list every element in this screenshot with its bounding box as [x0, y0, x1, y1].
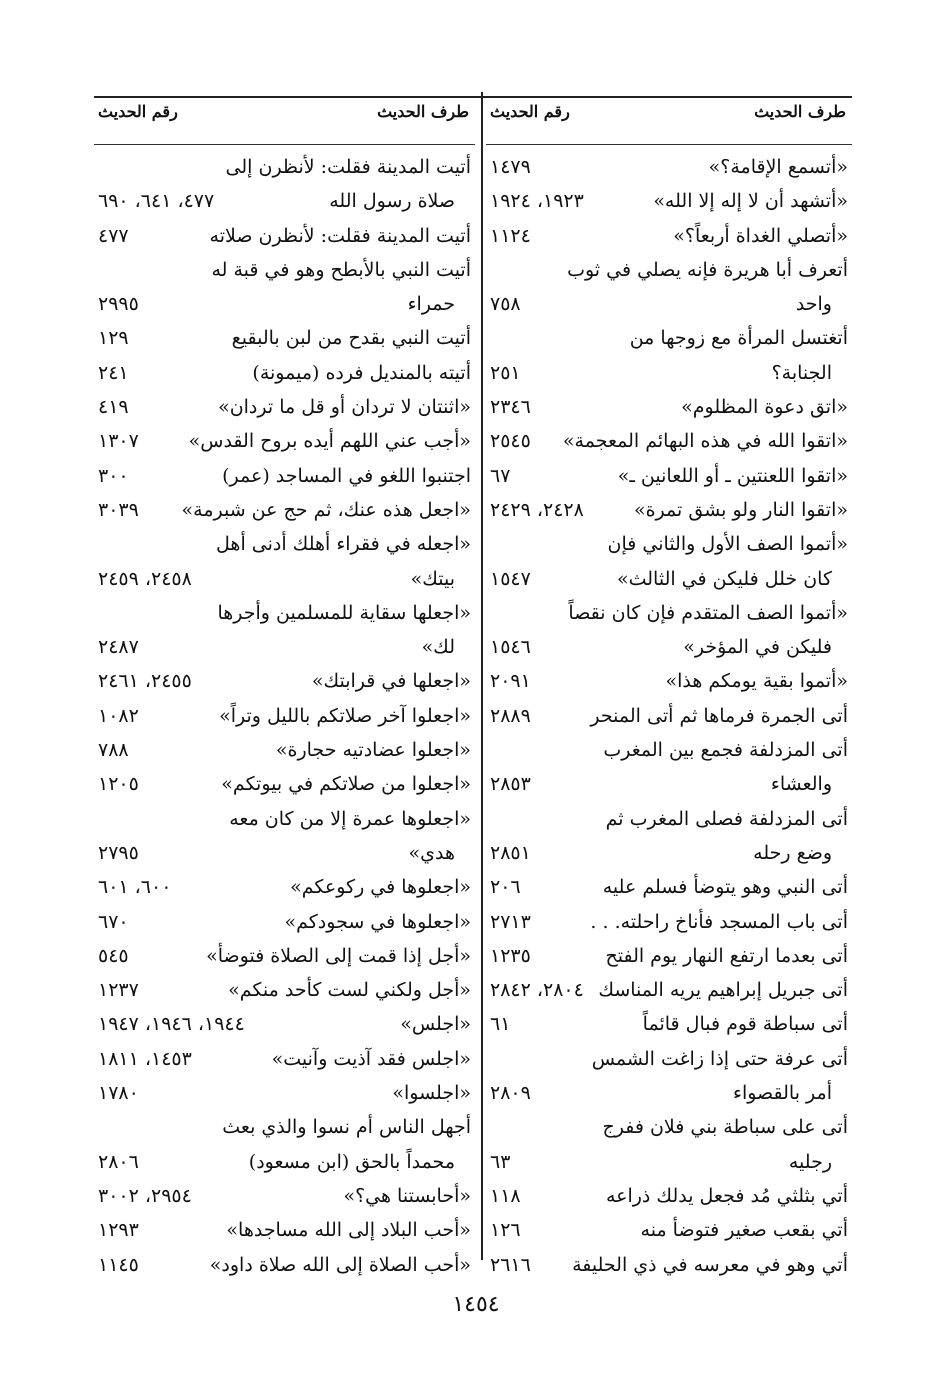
entry-number: ٢٣٤٦ [490, 396, 531, 419]
index-entry [94, 459, 475, 493]
entry-text: أتيت المدينة فقلت: لأنظرن إلى [225, 156, 471, 178]
entry-number: ٢٩٥٤، ٣٠٠٢ [98, 1184, 192, 1207]
entry-number: ٧٨٨ [98, 739, 129, 762]
entry-text: واحد [795, 293, 832, 316]
entry-text: «اجلس فقد آذيت وآنيت» [271, 1047, 471, 1070]
index-entry [486, 562, 852, 596]
entry-number: ٤١٩ [98, 396, 129, 419]
index-entry [94, 390, 475, 424]
entry-number: ١٢٩ [98, 327, 129, 350]
entry-number: ١٩٢٣، ١٩٢٤ [490, 190, 584, 213]
index-entry [486, 253, 852, 287]
index-entry [486, 1179, 852, 1213]
index-entry [94, 630, 475, 664]
entry-text: فليكن في المؤخر» [683, 636, 832, 659]
index-entry [486, 390, 852, 424]
index-entry [486, 1213, 852, 1247]
entry-number: ١٤٧٩ [490, 156, 531, 178]
index-entry [94, 1145, 475, 1179]
entry-number: ١١٢٤ [490, 224, 531, 247]
index-entry [486, 459, 852, 493]
entry-number: ٧٥٨ [490, 293, 521, 316]
entry-text: «أتسمع الإقامة؟» [708, 156, 848, 178]
entry-number: ١٩٤٤، ١٩٤٦، ١٩٤٧ [98, 1013, 245, 1036]
index-entry [486, 150, 852, 184]
index-entry [94, 905, 475, 939]
entry-text: «أجل ولكني لست كأحد منكم» [228, 979, 471, 1002]
entry-number: ٢٦١٦ [490, 1253, 531, 1276]
entry-text: أتى جبريل إبراهيم يريه المناسك [598, 979, 848, 1002]
entry-number: ١٠٨٢ [98, 704, 139, 727]
entry-number: ٢٧١٣ [490, 910, 531, 933]
index-entry [486, 973, 852, 1007]
entry-text: «اجعل هذه عنك، ثم حج عن شبرمة» [181, 498, 471, 521]
index-entry [94, 184, 475, 218]
entry-text: الجنابة؟ [771, 361, 832, 384]
index-entry [486, 527, 852, 561]
entry-text: أجهل الناس أم نسوا والذي بعث [222, 1116, 471, 1139]
entry-text: «اتق دعوة المظلوم» [681, 396, 848, 419]
index-entry [486, 287, 852, 321]
entry-text: أتي بثلثي مُد فجعل يدلك ذراعه [605, 1184, 848, 1207]
entry-text: أتى عرفة حتى إذا زاغت الشمس [591, 1047, 848, 1070]
entry-text: كان خلل فليكن في الثالث» [616, 567, 832, 590]
entry-text: «أتموا الصف الأول والثاني فإن [607, 533, 848, 556]
entry-text: «اجعلوا من صلاتكم في بيوتكم» [221, 773, 471, 796]
entry-text: والعشاء [770, 773, 832, 796]
entry-number: ٦٧ [490, 464, 511, 487]
entry-number: ١٥٤٦ [490, 636, 531, 659]
entry-text: «أجل إذا قمت إلى الصلاة فتوضأ» [206, 944, 471, 967]
entry-text: أتى باب المسجد فأناخ راحلته. . . [590, 910, 848, 933]
index-entry [486, 630, 852, 664]
index-entry [94, 219, 475, 253]
right-column-rows [486, 145, 852, 1282]
left-column-header [94, 100, 475, 145]
entry-text: أتى المزدلفة فصلى المغرب ثم [605, 807, 848, 830]
entry-number: ٢٨٠٩ [490, 1082, 531, 1105]
entry-number: ٢٥١ [490, 361, 521, 384]
entry-text: أتي بقعب صغير فتوضأ منه [640, 1219, 848, 1242]
index-entry [94, 664, 475, 698]
entry-number: ١٢٣٥ [490, 944, 531, 967]
right-column [486, 100, 852, 1282]
entry-text: «أحب البلاد إلى الله مساجدها» [226, 1219, 471, 1242]
entry-text: وضع رحله [753, 841, 832, 864]
entry-number: ٢٠٦ [490, 876, 521, 899]
entry-text: أتى بعدما ارتفع النهار يوم الفتح [605, 944, 848, 967]
index-entry [94, 1179, 475, 1213]
entry-text: أتى على سباطة بني فلان ففرج [602, 1116, 848, 1139]
entry-text: أتي وهو في معرسه في ذي الحليفة [572, 1253, 848, 1276]
index-entry [94, 1007, 475, 1041]
right-column-header [486, 100, 852, 145]
entry-number: ٢٤٨٧ [98, 636, 139, 659]
entry-text: محمداً بالحق (ابن مسعود) [248, 1150, 455, 1173]
entry-text: أتيت النبي بالأبطح وهو في قبة له [211, 258, 471, 281]
index-entry [94, 596, 475, 630]
index-entry [94, 836, 475, 870]
index-entry [94, 699, 475, 733]
index-entry [486, 836, 852, 870]
entry-number: ٤٧٧، ٦٤١، ٦٩٠ [98, 190, 215, 213]
entry-text: «اجلس» [400, 1013, 471, 1036]
entry-number: ٢٠٩١ [490, 670, 531, 693]
entry-text: أتعرف أبا هريرة فإنه يصلي في ثوب [567, 258, 848, 281]
entry-text: أتغتسل المرأة مع زوجها من [629, 327, 848, 350]
index-entry [94, 150, 475, 184]
index-entry [94, 493, 475, 527]
index-entry [486, 767, 852, 801]
index-entry [486, 1110, 852, 1144]
entry-text: أتى الجمرة فرماها ثم أتى المنحر [590, 704, 848, 727]
entry-number: ١١٤٥ [98, 1253, 139, 1276]
entry-number: ٢٧٩٥ [98, 841, 139, 864]
index-entry [94, 870, 475, 904]
index-entry [94, 321, 475, 355]
entry-text: أتى المزدلفة فجمع بين المغرب [603, 739, 848, 762]
entry-number: ١٢٣٧ [98, 979, 139, 1002]
entry-text: «أجب عني اللهم أيده بروح القدس» [188, 430, 471, 453]
entry-number: ٦٣ [490, 1150, 511, 1173]
entry-text: أتيت المدينة فقلت: لأنظرن صلاته [209, 224, 471, 247]
entry-text: اجتنبوا اللغو في المساجد (عمر) [222, 464, 471, 487]
entry-number: ٢٨٠٦ [98, 1150, 139, 1173]
index-entry [94, 733, 475, 767]
index-entry [94, 767, 475, 801]
index-entry [486, 219, 852, 253]
index-entry [486, 905, 852, 939]
index-entry [486, 1042, 852, 1076]
index-entry [486, 802, 852, 836]
index-entry [94, 939, 475, 973]
entry-text: «أحب الصلاة إلى الله صلاة داود» [209, 1253, 471, 1276]
entry-number: ٢٨٠٤، ٢٨٤٢ [490, 979, 584, 1002]
index-entry [94, 527, 475, 561]
entry-number: ٢٤٥٥، ٢٤٦١ [98, 670, 192, 693]
entry-text: «اجعلوها عمرة إلا من كان معه [229, 807, 471, 830]
entry-text: أمر بالقصواء [733, 1082, 832, 1105]
index-entry [486, 1007, 852, 1041]
entry-text: هدي» [408, 841, 455, 864]
entry-text: أتيته بالمنديل فرده (ميمونة) [252, 361, 471, 384]
entry-text: «أتموا بقية يومكم هذا» [665, 670, 848, 693]
entry-number: ٢٨٥٣ [490, 773, 531, 796]
entry-number: ٢٨٨٩ [490, 704, 531, 727]
index-entry [486, 733, 852, 767]
entry-text: «اجعله في فقراء أهلك أدنى أهل [216, 533, 471, 556]
entry-number: ١٢٩٣ [98, 1219, 139, 1242]
index-entry [486, 1145, 852, 1179]
index-entry [486, 424, 852, 458]
entry-text: حمراء [407, 293, 455, 316]
index-entry [486, 939, 852, 973]
entry-text: «أحابستنا هي؟» [343, 1184, 471, 1207]
entry-text: «اثنتان لا تردان أو قل ما تردان» [218, 396, 471, 419]
index-entry [486, 699, 852, 733]
entry-number: ٢٥٤٥ [490, 430, 531, 453]
entry-text: «أتصلي الغداة أربعاً؟» [673, 224, 848, 247]
header-hadith-text: طرف الحديث [754, 102, 846, 121]
entry-number: ٦٠٠، ٦٠١ [98, 876, 172, 899]
header-hadith-text: طرف الحديث [377, 102, 469, 121]
entry-number: ٢٨٥١ [490, 841, 531, 864]
entry-text: أتى النبي وهو يتوضأ فسلم عليه [602, 876, 848, 899]
entry-number: ١٥٤٧ [490, 567, 531, 590]
entry-number: ١٢٠٥ [98, 773, 139, 796]
index-entry [94, 287, 475, 321]
index-entry [94, 356, 475, 390]
index-entry [94, 1213, 475, 1247]
entry-number: ٤٧٧ [98, 224, 129, 247]
entry-number: ٥٤٥ [98, 944, 129, 967]
entry-number: ٢٩٩٥ [98, 293, 139, 316]
entry-text: أتى سباطة قوم فبال قائماً [642, 1013, 848, 1036]
top-rule [94, 96, 852, 98]
header-hadith-number: رقم الحديث [98, 102, 178, 121]
index-entry [486, 184, 852, 218]
entry-text: صلاة رسول الله [329, 190, 455, 213]
entry-text: «اجعلوها في سجودكم» [284, 910, 471, 933]
entry-number: ١٣٠٧ [98, 430, 139, 453]
entry-text: «اجعلها في قرابتك» [311, 670, 471, 693]
entry-text: أتيت النبي بقدح من لبن بالبقيع [231, 327, 471, 350]
entry-text: بيتك» [410, 567, 455, 590]
index-entry [94, 973, 475, 1007]
entry-number: ١٧٨٠ [98, 1082, 139, 1105]
entry-number: ٢٤١ [98, 361, 129, 384]
index-entry [486, 596, 852, 630]
index-entry [486, 356, 852, 390]
index-entry [94, 1076, 475, 1110]
left-column-rows [94, 145, 475, 1282]
page-number: ١٤٥٤ [452, 1292, 500, 1317]
index-entry [486, 1076, 852, 1110]
index-entry [94, 424, 475, 458]
index-entry [94, 1248, 475, 1282]
entry-text: «اجعلوا عضادتيه حجارة» [275, 739, 471, 762]
entry-text: «اجلسوا» [392, 1082, 471, 1105]
entry-text: «اتقوا النار ولو بشق تمرة» [633, 498, 848, 521]
index-entry [94, 802, 475, 836]
entry-number: ٦٧٠ [98, 910, 129, 933]
index-entry [486, 493, 852, 527]
entry-text: «اجعلوها في ركوعكم» [290, 876, 471, 899]
entry-number: ٦١ [490, 1013, 511, 1036]
index-entry [94, 562, 475, 596]
index-entry [94, 253, 475, 287]
header-hadith-number: رقم الحديث [490, 102, 570, 121]
entry-text: «اتقوا الله في هذه البهائم المعجمة» [562, 430, 848, 453]
entry-text: «اتقوا اللعنتين ـ أو اللعانين ـ» [617, 464, 848, 487]
entry-number: ١١٨ [490, 1184, 521, 1207]
entry-text: «اجعلها سقاية للمسلمين وأجرها [217, 601, 471, 624]
left-column [94, 100, 475, 1282]
entry-text: رجليه [788, 1150, 832, 1173]
index-entry [94, 1042, 475, 1076]
entry-text: «اجعلوا آخر صلاتكم بالليل وتراً» [219, 704, 471, 727]
index-entry [486, 664, 852, 698]
entry-number: ١٢٦ [490, 1219, 521, 1242]
entry-number: ٢٤٥٨، ٢٤٥٩ [98, 567, 192, 590]
entry-number: ٢٤٢٨، ٢٤٢٩ [490, 498, 584, 521]
index-entry [486, 321, 852, 355]
entry-number: ٣٠٠ [98, 464, 129, 487]
entry-number: ٣٠٣٩ [98, 498, 139, 521]
entry-number: ١٤٥٣، ١٨١١ [98, 1047, 192, 1070]
entry-text: «أتشهد أن لا إله إلا الله» [653, 190, 848, 213]
entry-text: لك» [421, 636, 455, 659]
index-entry [94, 1110, 475, 1144]
column-divider [481, 92, 483, 1260]
index-entry [486, 870, 852, 904]
entry-text: «أتموا الصف المتقدم فإن كان نقصاً [568, 601, 848, 624]
index-entry [486, 1248, 852, 1282]
